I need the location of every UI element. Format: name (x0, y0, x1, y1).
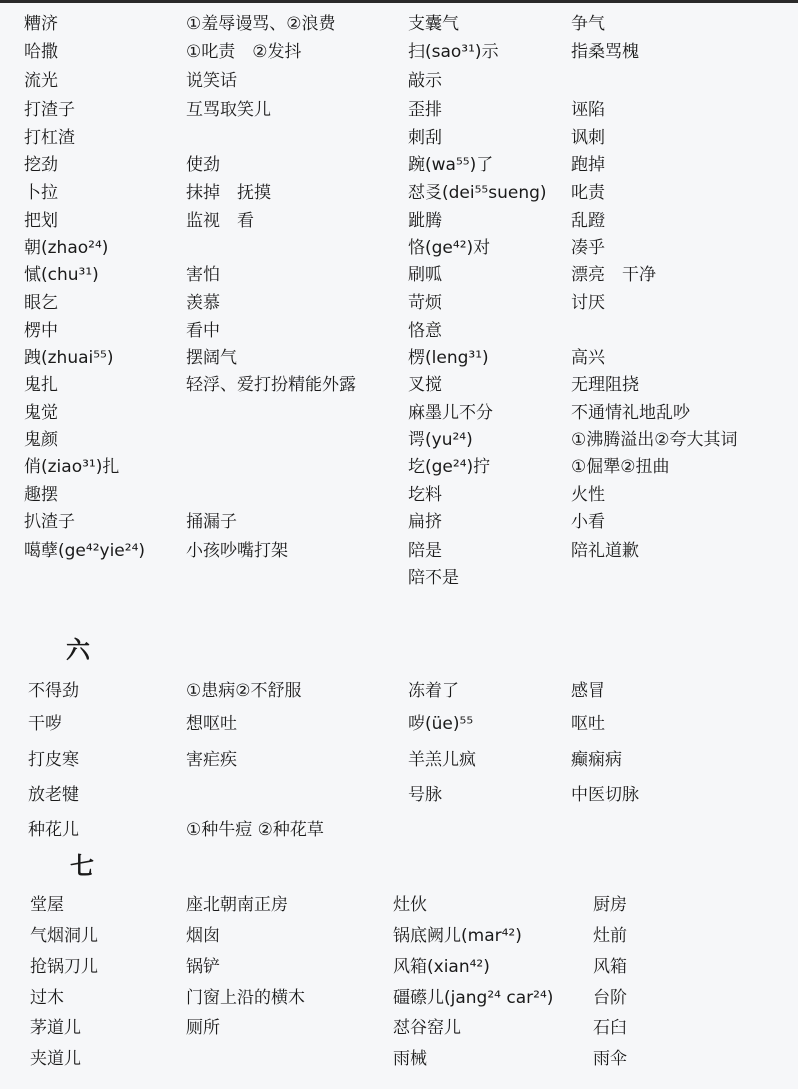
term: 干哕 (28, 714, 62, 734)
definition: 看中 (186, 321, 220, 341)
term: 鬼颜 (24, 430, 58, 450)
definition: 呕吐 (571, 714, 605, 734)
term: 打皮寒 (28, 750, 79, 770)
table-row (0, 784, 798, 814)
term: 跐腾 (408, 211, 442, 231)
term: 支囊气 (408, 14, 459, 34)
term: 楞中 (24, 321, 58, 341)
definition: 风箱 (593, 957, 627, 977)
section-heading: 七 (70, 852, 94, 880)
definition: 抹掉 抚摸 (186, 183, 271, 203)
table-row (0, 713, 798, 743)
term: 噶孽(ge⁴²yie²⁴) (24, 541, 146, 561)
table-row (0, 925, 798, 955)
definition: 讽刺 (571, 128, 605, 148)
table-row (0, 264, 798, 294)
definition: 石臼 (593, 1018, 627, 1038)
top-border-line (0, 0, 798, 3)
table-row (0, 749, 798, 779)
term: 俏(ziao³¹)扎 (24, 457, 120, 477)
term: 谔(yu²⁴) (408, 430, 473, 450)
table-row (0, 956, 798, 986)
definition: 指桑骂槐 (571, 42, 639, 62)
definition: 高兴 (571, 348, 605, 368)
definition: 厕所 (186, 1018, 220, 1038)
table-row (0, 1017, 798, 1047)
definition: 使劲 (186, 155, 220, 175)
term: 夹道儿 (30, 1049, 81, 1069)
term: 雨械 (393, 1049, 427, 1069)
table-row (0, 237, 798, 267)
table-row (0, 456, 798, 486)
definition: 监视 看 (186, 211, 254, 231)
term: 扁挤 (408, 512, 442, 532)
definition: 座北朝南正房 (186, 895, 288, 915)
term: 种花儿 (28, 820, 79, 840)
term: 刷呱 (408, 265, 442, 285)
definition: 锅铲 (186, 957, 220, 977)
definition: 台阶 (593, 988, 627, 1008)
term: 灶伙 (393, 895, 427, 915)
definition: 捅漏子 (186, 512, 237, 532)
definition: ①羞辱谩骂、②浪费 (186, 14, 336, 34)
term: 冻着了 (408, 681, 459, 701)
term: 扒渣子 (24, 512, 75, 532)
term: 流光 (24, 71, 58, 91)
definition: 中医切脉 (571, 785, 639, 805)
term: 陪不是 (408, 568, 459, 588)
term: 气烟洞儿 (30, 926, 98, 946)
term: 茅道儿 (30, 1018, 81, 1038)
table-row (0, 99, 798, 129)
term: 圪(ge²⁴)拧 (408, 457, 491, 477)
term: 敲示 (408, 71, 442, 91)
term: 礓礤儿(jang²⁴ car²⁴) (393, 988, 554, 1008)
term: 哕(üe)⁵⁵ (408, 714, 474, 734)
definition: 小看 (571, 512, 605, 532)
definition: 火性 (571, 485, 605, 505)
table-row (0, 484, 798, 514)
term: 锅底阙儿(mar⁴²) (393, 926, 522, 946)
table-row (0, 680, 798, 710)
definition: ①种牛痘 ②种花草 (186, 820, 324, 840)
term: 叉搅 (408, 375, 442, 395)
term: 放老犍 (28, 785, 79, 805)
term: 跩(zhuai⁵⁵) (24, 348, 114, 368)
definition: 害疟疾 (186, 750, 237, 770)
term: 恪意 (408, 321, 442, 341)
definition: ①患病②不舒服 (186, 681, 302, 701)
table-row (0, 13, 798, 43)
table-row (0, 1048, 798, 1078)
table-row (0, 511, 798, 541)
term: 堂屋 (30, 895, 64, 915)
term: 哈撒 (24, 42, 58, 62)
table-row (0, 127, 798, 157)
term: 圪料 (408, 485, 442, 505)
definition: 厨房 (593, 895, 627, 915)
definition: 讨厌 (571, 293, 605, 313)
term: 挖劲 (24, 155, 58, 175)
term: 怼谷窑儿 (393, 1018, 461, 1038)
table-row (0, 567, 798, 597)
term: 㦐(chu³¹) (24, 265, 99, 285)
term: 眼乞 (24, 293, 58, 313)
term: 麻墨儿不分 (408, 403, 493, 423)
table-row (0, 540, 798, 570)
definition: 害怕 (186, 265, 220, 285)
table-row (0, 402, 798, 432)
term: 踠(wa⁵⁵)了 (408, 155, 494, 175)
definition: 羡慕 (186, 293, 220, 313)
term: 刺刮 (408, 128, 442, 148)
definition: 摆阔气 (186, 348, 237, 368)
term: 鬼觉 (24, 403, 58, 423)
table-row (0, 320, 798, 350)
term: 号脉 (408, 785, 442, 805)
definition: 烟囱 (186, 926, 220, 946)
table-row (0, 894, 798, 924)
table-row (0, 987, 798, 1017)
definition: 癫痫病 (571, 750, 622, 770)
definition: 乱蹬 (571, 211, 605, 231)
table-row (0, 347, 798, 377)
term: 楞(leng³¹) (408, 348, 489, 368)
term: 打杠渣 (24, 128, 75, 148)
table-row (0, 41, 798, 71)
term: 把划 (24, 211, 58, 231)
definition: 互骂取笑儿 (186, 100, 271, 120)
table-row (0, 292, 798, 322)
definition: 感冒 (571, 681, 605, 701)
term: 苛烦 (408, 293, 442, 313)
term: 鬼扎 (24, 375, 58, 395)
definition: 说笑话 (186, 71, 237, 91)
term: 糟济 (24, 14, 58, 34)
table-row (0, 210, 798, 240)
table-row (0, 154, 798, 184)
term: 扫(sao³¹)示 (408, 42, 499, 62)
definition: 陪礼道歉 (571, 541, 639, 561)
definition: 诬陷 (571, 100, 605, 120)
term: 陪是 (408, 541, 442, 561)
definition: ①倔犟②扭曲 (571, 457, 670, 477)
definition: ①沸腾溢出②夸大其词 (571, 430, 738, 450)
definition: 门窗上沿的横木 (186, 988, 305, 1008)
table-row (0, 70, 798, 100)
definition: 无理阻挠 (571, 375, 639, 395)
section-heading: 六 (66, 636, 90, 664)
table-row (0, 429, 798, 459)
definition: 小孩吵嘴打架 (186, 541, 288, 561)
term: 羊羔儿疯 (408, 750, 476, 770)
term: 不得劲 (28, 681, 79, 701)
term: 怼㕛(dei⁵⁵sueng) (408, 183, 547, 203)
definition: 凑乎 (571, 238, 605, 258)
definition: ①叱责 ②发抖 (186, 42, 302, 62)
definition: 跑掉 (571, 155, 605, 175)
definition: 争气 (571, 14, 605, 34)
term: 打渣子 (24, 100, 75, 120)
term: 卜拉 (24, 183, 58, 203)
term: 抢锅刀儿 (30, 957, 98, 977)
table-row (0, 374, 798, 404)
definition: 叱责 (571, 183, 605, 203)
term: 恪(ge⁴²)对 (408, 238, 491, 258)
term: 歪排 (408, 100, 442, 120)
definition: 想呕吐 (186, 714, 237, 734)
definition: 灶前 (593, 926, 627, 946)
definition: 不通情礼地乱吵 (571, 403, 690, 423)
definition: 轻浮、爱打扮精能外露 (186, 375, 356, 395)
table-row (0, 819, 798, 849)
definition: 漂亮 干净 (571, 265, 656, 285)
term: 趣摆 (24, 485, 58, 505)
table-row (0, 182, 798, 212)
term: 过木 (30, 988, 64, 1008)
term: 风箱(xian⁴²) (393, 957, 490, 977)
term: 朝(zhao²⁴) (24, 238, 109, 258)
definition: 雨伞 (593, 1049, 627, 1069)
